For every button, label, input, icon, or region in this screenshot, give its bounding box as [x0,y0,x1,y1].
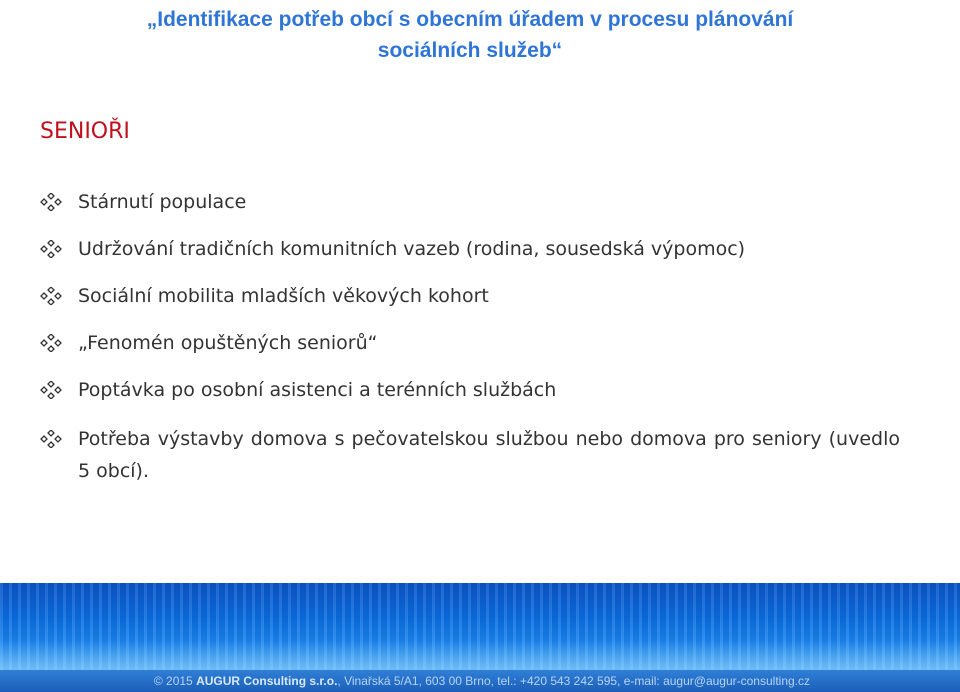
footer-company: AUGUR Consulting s.r.o. [196,674,338,688]
footer-decor-band [0,583,960,670]
list-item [40,282,900,310]
bullet-list [40,188,900,506]
list-item [40,423,900,487]
bullet-text: Stárnutí populace [78,191,247,213]
list-item [40,329,900,357]
four-diamond-bullet-icon [40,240,62,258]
four-diamond-bullet-icon [40,381,62,399]
slide-title-line-2: sociálních služeb“ [377,39,563,62]
four-diamond-bullet-icon [40,334,62,352]
four-diamond-bullet-icon [40,287,62,305]
footer-glow [0,640,960,670]
bullet-text: Sociální mobilita mladších věkových kohort [78,285,489,307]
bullet-text: Potřeba výstavby domova s pečovatelskou službou nebo domova pro seniory (uvedlo 5 obcí). [78,428,900,482]
bullet-text: „Fenomén opuštěných seniorů“ [78,332,378,354]
list-item [40,188,900,216]
slide-title-line-1: „Identifikace potřeb obcí s obecním úřadem v procesu plánování [146,8,794,31]
four-diamond-bullet-icon [40,193,62,211]
footer-bar [0,670,960,692]
four-diamond-bullet-icon [40,430,62,448]
footer-text [154,674,810,688]
list-item [40,376,900,404]
footer-copyright: © 2015 [153,674,197,688]
footer-contact: , Vinařská 5/A1, 603 00 Brno, tel.: +420 543 242 595, e-mail: augur@augur-consulting.cz [337,674,810,688]
section-heading: SENIOŘI [40,119,130,144]
bullet-text: Udržování tradičních komunitních vazeb (rodina, sousedská výpomoc) [78,238,746,260]
bullet-text: Poptávka po osobní asistenci a terénních službách [78,379,557,401]
list-item [40,235,900,263]
slide-title [60,4,880,66]
